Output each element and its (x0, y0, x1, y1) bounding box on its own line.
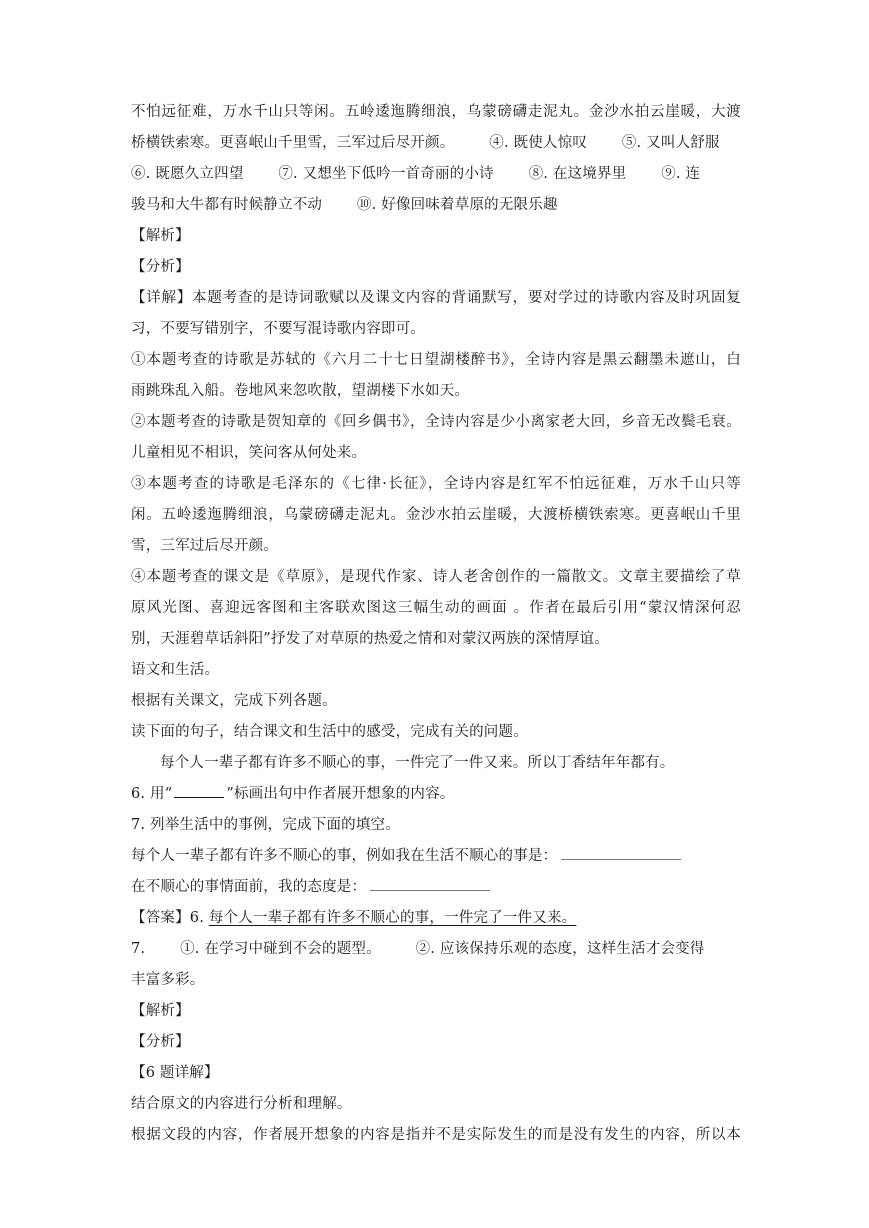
fill-prompt: 每个人一辈子都有许多不顺心的事，例如我在生活不顺心的事是： (131, 848, 558, 864)
answer-item-4: ④. 既使人惊叹 (489, 135, 588, 151)
poem-text: 桥横铁索寒。更喜岷山千里雪，三军过后尽开颜。 (131, 135, 455, 151)
section-label-jiexi: 【解析】 (131, 1003, 190, 1019)
text-line: 丰富多彩。 (131, 972, 205, 988)
answer-item-5: ⑤. 又叫人舒服 (621, 135, 720, 151)
answer-item-9: ⑨. 连 (661, 166, 701, 182)
text-line: 不怕远征难，万水千山只等闲。五岭逶迤腾细浪，乌蒙磅礴走泥丸。金沙水拍云崖暖，大渡 (131, 104, 741, 120)
section-label-fenxi: 【分析】 (131, 1034, 190, 1050)
answer-item-10: ⑩. 好像回味着草原的无限乐趣 (356, 197, 558, 213)
section-label-fenxi: 【分析】 (131, 259, 190, 275)
text-line: 原风光图、喜迎远客图和主客联欢图这三幅生动的画面 。作者在最后引用“蒙汉情深何忍 (131, 600, 741, 616)
text-line: 习，不要写错别字，不要写混诗歌内容即可。 (131, 321, 425, 337)
question-6-suffix: ”标画出句中作者展开想象的内容。 (226, 786, 455, 802)
text-line (131, 128, 741, 159)
answer-7-number: 7. (131, 941, 146, 957)
text-line: 语文和生活。 (131, 662, 220, 678)
answer-6-underlined: 每个人一辈子都有许多不顺心的事，一件完了一件又来。 (208, 910, 577, 926)
answer-7 (131, 934, 741, 965)
text-line (131, 190, 741, 221)
answer-item-7: ⑦. 又想坐下低吟一首奇丽的小诗 (278, 166, 494, 182)
answer-6 (131, 903, 741, 934)
text-line: ①本题考查的诗歌是苏轼的《六月二十七日望湖楼醉书》，全诗内容是黑云翻墨未遮山，白 (131, 352, 741, 368)
text-line: ②本题考查的诗歌是贺知章的《回乡偶书》，全诗内容是少小离家老大回，乡音无改鬓毛衰。 (131, 414, 741, 430)
answer-item-9-cont: 骏马和大牛都有时候静立不动 (131, 197, 323, 213)
fill-blank[interactable] (561, 845, 681, 860)
text-line: 雪，三军过后尽开颜。 (131, 538, 278, 554)
answer-item-8: ⑧. 在这境界里 (528, 166, 627, 182)
fill-in-line (131, 872, 741, 903)
text-line: 【详解】本题考查的是诗词歌赋以及课文内容的背诵默写，要对学过的诗歌内容及时巩固复 (131, 290, 741, 306)
answer-7-item-1: ①. 在学习中碰到不会的题型。 (180, 941, 381, 957)
text-line: 雨跳珠乱入船。卷地风来忽吹散，望湖楼下水如天。 (131, 383, 470, 399)
underline-mark-sample (174, 783, 224, 798)
question-7: 7. 列举生活中的事例，完成下面的填空。 (131, 817, 400, 833)
fill-blank[interactable] (370, 876, 490, 891)
quoted-sentence: 每个人一辈子都有许多不顺心的事，一件完了一件又来。所以丁香结年年都有。 (160, 755, 675, 771)
fill-prompt: 在不顺心的事情面前，我的态度是： (131, 879, 367, 895)
answer-item-6: ⑥. 既愿久立四望 (131, 166, 244, 182)
text-line: ③本题考查的诗歌是毛泽东的《七律·长征》，全诗内容是红军不怕远征难，万水千山只等 (131, 476, 741, 492)
text-line: 根据有关课文，完成下列各题。 (131, 693, 337, 709)
text-line: 结合原文的内容进行分析和理解。 (131, 1096, 352, 1112)
section-label-jiexi: 【解析】 (131, 228, 190, 244)
question-6 (131, 779, 741, 810)
document-page (131, 97, 741, 1151)
answer-7-item-2: ②. 应该保持乐观的态度，这样生活才会变得 (415, 941, 705, 957)
section-label-q6-detail: 【6 题详解】 (131, 1065, 219, 1081)
text-line: 读下面的句子，结合课文和生活中的感受，完成有关的问题。 (131, 724, 528, 740)
answer-label: 【答案】6. (131, 910, 205, 926)
text-line: 别，天涯碧草话斜阳”抒发了对草原的热爱之情和对蒙汉两族的深情厚谊。 (131, 631, 610, 647)
text-line: ④本题考查的课文是《草原》，是现代作家、诗人老舍创作的一篇散文。文章主要描绘了草 (131, 569, 741, 585)
text-line: 儿童相见不相识，笑问客从何处来。 (131, 445, 367, 461)
text-line: 根据文段的内容，作者展开想象的内容是指并不是实际发生的而是没有发生的内容，所以本 (131, 1127, 741, 1143)
fill-in-line (131, 841, 741, 872)
question-6-prefix: 6. 用“ (131, 786, 173, 802)
text-line: 闲。五岭逶迤腾细浪，乌蒙磅礴走泥丸。金沙水拍云崖暖，大渡桥横铁索寒。更喜岷山千里 (131, 507, 741, 523)
text-line (131, 159, 741, 190)
